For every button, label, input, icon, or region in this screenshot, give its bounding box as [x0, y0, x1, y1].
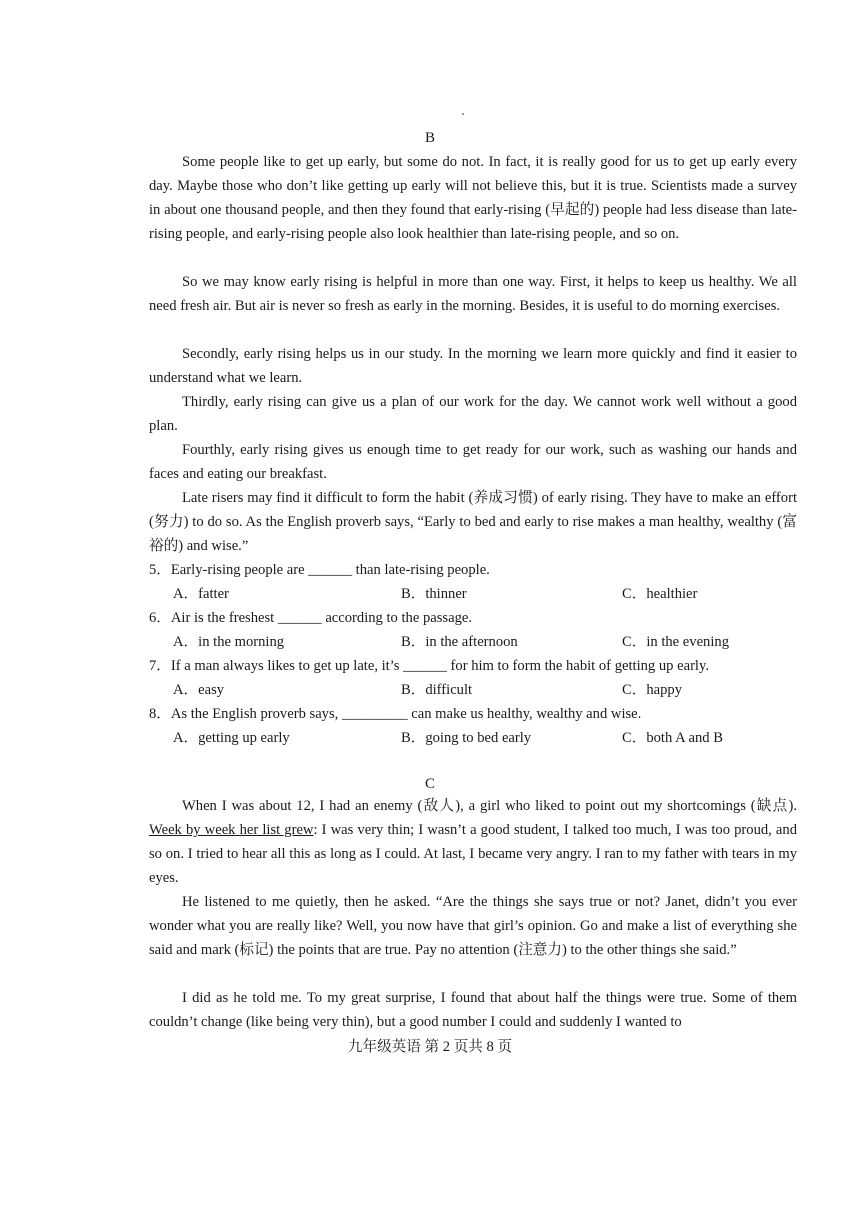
question-6-option-b: B．in the afternoon — [401, 634, 518, 650]
question-7-option-c: C．happy — [622, 682, 682, 698]
section-b-heading: B — [424, 130, 435, 146]
section-c-paragraph-1 — [149, 794, 797, 890]
question-5-option-c: C．healthier — [622, 586, 698, 602]
section-b-paragraph-6: Late risers may find it difficult to form the habit (养成习惯) of early rising. They have to make an effort (努力) to do so. As the English proverb says, “Early to bed and early to rise makes a man healthy, wealthy (富裕的) and wise.” — [149, 490, 797, 554]
page-footer: 九年级英语 第 2 页共 8 页 — [347, 1039, 513, 1055]
question-6-option-a: A．in the morning — [173, 634, 285, 650]
section-c-p1-text-end: : I was very thin; I wasn’t a good student, I talked too much, I was too proud, and so on. I tried to hear all this as long as I could. At last, I became very angry. I ran to my father with tears in my eyes. — [149, 822, 797, 886]
question-5-option-a: A．fatter — [173, 586, 229, 602]
question-8-option-c: C．both A and B — [622, 730, 723, 746]
section-b-paragraph-4: Thirdly, early rising can give us a plan of our work for the day. We cannot work well without a good plan. — [149, 394, 797, 434]
section-c-paragraph-2: He listened to me quietly, then he asked. “Are the things she says true or not? Janet, didn’t you ever wonder what you are really like? Well, you now have that girl’s opinion. Go and make a list of everything she said and mark (标记) the points that are true. Pay no attention (注意力) to the other things she said.” — [149, 894, 797, 958]
section-b-paragraph-1: Some people like to get up early, but some do not. In fact, it is really good for us to get up early every day. Maybe those who don’t like getting up early will not believe this, but it is true. Scientists made a survey in about one thousand people, and then they found that early-rising (早起的) people had less disease than late-rising people, and early-rising people also look healthier than late-rising people, and so on. — [149, 154, 797, 242]
scan-dot — [462, 113, 464, 115]
section-c-p1-text-start: When I was about 12, I had an enemy (敌人), a girl who liked to point out my shortcomings (缺点). — [182, 798, 797, 814]
section-c-heading: C — [424, 776, 435, 792]
question-6-option-c: C．in the evening — [622, 634, 730, 650]
question-5-option-b: B．thinner — [401, 586, 467, 602]
question-7: 7．If a man always likes to get up late, it’s ______ for him to form the habit of getting up early. — [149, 658, 709, 674]
question-8: 8．As the English proverb says, _________ can make us healthy, wealthy and wise. — [149, 706, 642, 722]
question-8-option-a: A．getting up early — [173, 730, 290, 746]
question-7-option-b: B．difficult — [401, 682, 473, 698]
section-b-paragraph-2: So we may know early rising is helpful in more than one way. First, it helps to keep us healthy. We all need fresh air. But air is never so fresh as early in the morning. Besides, it is useful to do morning exercises. — [149, 274, 797, 314]
question-7-option-a: A．easy — [173, 682, 225, 698]
question-5: 5．Early-rising people are ______ than late-rising people. — [149, 562, 490, 578]
section-c-paragraph-3: I did as he told me. To my great surprise, I found that about half the things were true. Some of them couldn’t change (like being very thin), but a good number I could and suddenly I wanted to — [149, 990, 797, 1030]
question-6: 6．Air is the freshest ______ according to the passage. — [149, 610, 473, 626]
question-8-option-b: B．going to bed early — [401, 730, 532, 746]
underlined-phrase: Week by week her list grew — [149, 822, 314, 838]
section-b-paragraph-5: Fourthly, early rising gives us enough time to get ready for our work, such as washing our hands and faces and eating our breakfast. — [149, 442, 797, 482]
section-b-paragraph-3: Secondly, early rising helps us in our study. In the morning we learn more quickly and find it easier to understand what we learn. — [149, 346, 797, 386]
